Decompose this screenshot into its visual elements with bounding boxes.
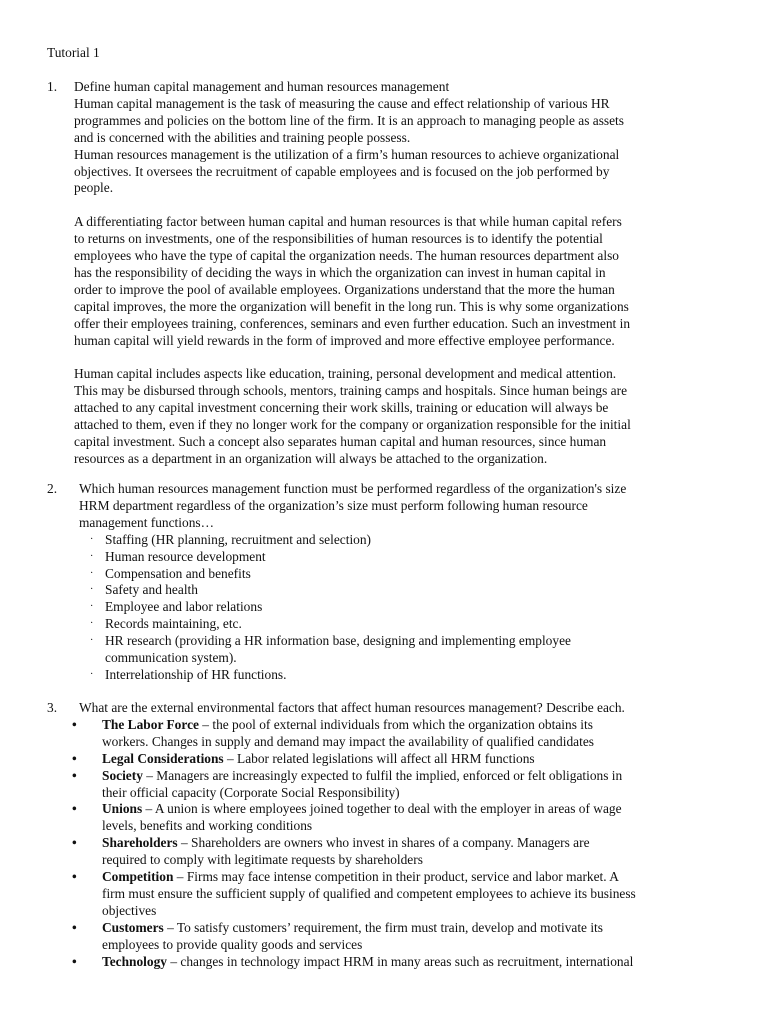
- factor-term: Customers: [102, 919, 164, 935]
- list-item: · Interrelationship of HR functions.: [90, 666, 287, 682]
- factor-term: Society: [102, 767, 143, 783]
- bullet-icon: •: [72, 716, 77, 732]
- answer-line: attached to them, even if they no longer work for the company or organization responsible for the initial: [74, 417, 631, 433]
- answer-line: programmes and policies on the bottom line of the firm. It is an approach to managing people as assets: [74, 112, 624, 128]
- question-3: [47, 700, 744, 971]
- question-1-text: Define human capital management and human resources management: [74, 79, 450, 94]
- list-item: · Compensation and benefits: [90, 565, 251, 581]
- list-item: · HR research (providing a HR information base, designing and implementing employee communication system).: [90, 633, 571, 666]
- bullet-dot-icon: ·: [90, 601, 94, 613]
- bullet-icon: •: [72, 750, 77, 766]
- list-item: · Safety and health: [90, 582, 198, 598]
- question-3-text: What are the external environmental factors that affect human resources management? Describe each.: [79, 700, 625, 715]
- question-1: [47, 79, 744, 468]
- question-3-number: 3.: [47, 700, 58, 715]
- factor-term: Competition: [102, 869, 174, 885]
- answer-line: employees who have the type of capital the organization needs. The human resources department also: [74, 248, 619, 264]
- answer-line: objectives. It oversees the recruitment of capable employees and is focused on the job performed by: [74, 163, 610, 179]
- bullet-icon: •: [72, 767, 77, 783]
- answer-line: human capital will yield rewards in the form of improved and more effective employee performance.: [74, 332, 615, 348]
- bullet-dot-icon: ·: [90, 668, 94, 680]
- bullet-icon: •: [72, 919, 77, 935]
- answer-line: has the responsibility of deciding the ways in which the organization can invest in human capital in: [74, 264, 606, 280]
- list-item: • Society – Managers are increasingly expected to fulfil the implied, enforced or felt obligations in their official capacity (Corporate Social Responsibility): [72, 767, 623, 800]
- bullet-dot-icon: ·: [90, 618, 94, 630]
- bullet-icon: •: [72, 953, 77, 969]
- answer-line: A differentiating factor between human capital and human resources is that while human capital refers: [74, 214, 622, 230]
- bullet-dot-icon: ·: [90, 635, 94, 647]
- bullet-dot-icon: ·: [90, 584, 94, 596]
- list-item: • Competition – Firms may face intense competition in their product, service and labor market. A firm must ensure the sufficient supply of qualified and competent employees to achieve its business objectives: [72, 869, 636, 918]
- list-item: • Unions – A union is where employees joined together to deal with the employer in areas of wage levels, benefits and working conditions: [72, 801, 622, 834]
- answer-line: Human resources management is the utilization of a firm’s human resources to achieve organizational: [74, 146, 620, 162]
- factor-term: Shareholders: [102, 835, 178, 851]
- bullet-dot-icon: ·: [90, 567, 94, 579]
- answer-line: management functions…: [79, 514, 214, 530]
- list-item: • Customers – To satisfy customers’ requirement, the firm must train, develop and motivate its employees to provide quality goods and services: [72, 919, 603, 952]
- list-item: • Shareholders – Shareholders are owners who invest in shares of a company. Managers are required to comply with legitimate requests by shareholders: [72, 835, 590, 868]
- answer-line: Human capital management is the task of measuring the cause and effect relationship of various HR: [74, 95, 610, 111]
- document-title: Tutorial 1: [47, 45, 100, 60]
- question-2-number: 2.: [47, 481, 58, 496]
- list-item: • Technology – changes in technology impact HRM in many areas such as recruitment, international: [72, 953, 634, 969]
- answer-line: to returns on investments, one of the responsibilities of human resources is to identify the potential: [74, 231, 603, 247]
- answer-line: capital investment. Such a concept also separates human capital and human resources, since human: [74, 434, 607, 449]
- list-item: • The Labor Force – the pool of external individuals from which the organization obtains its workers. Changes in supply and demand may impact the availability of qualified candidates: [72, 716, 594, 749]
- factor-term: Unions: [102, 801, 143, 817]
- bullet-icon: •: [72, 801, 77, 817]
- question-2-text: Which human resources management function must be performed regardless of the organization's size: [79, 481, 627, 496]
- factor-term: Technology: [102, 953, 167, 969]
- hr-functions-list: [79, 532, 744, 684]
- answer-line: resources as a department in an organization will always be attached to the organization.: [74, 450, 548, 466]
- bullet-icon: •: [72, 835, 77, 851]
- bullet-dot-icon: ·: [90, 550, 94, 562]
- answer-line: and is concerned with the abilities and training people possess.: [74, 129, 411, 145]
- external-factors-list: [47, 717, 744, 971]
- factor-term: Legal Considerations: [102, 750, 224, 766]
- list-item: · Staffing (HR planning, recruitment and selection): [90, 531, 372, 547]
- list-item: · Human resource development: [90, 548, 266, 564]
- factor-term: The Labor Force: [102, 716, 199, 732]
- answer-line: attached to any capital investment concerning their work skills, training or education will always be: [74, 400, 609, 416]
- answer-line: people.: [74, 180, 114, 196]
- answer-line: order to improve the pool of available employees. Organizations understand that the more the human: [74, 281, 615, 297]
- bullet-dot-icon: ·: [90, 533, 94, 545]
- question-1-number: 1.: [47, 79, 58, 94]
- question-2: [47, 481, 744, 684]
- list-item: · Employee and labor relations: [90, 599, 263, 615]
- list-item: • Legal Considerations – Labor related legislations will affect all HRM functions: [72, 750, 535, 766]
- answer-line: Human capital includes aspects like education, training, personal development and medical attention.: [74, 366, 617, 382]
- list-item: · Records maintaining, etc.: [90, 616, 242, 632]
- answer-line: offer their employees training, conferences, seminars and even further education. Such an investment in: [74, 315, 631, 331]
- answer-line: This may be disbursed through schools, mentors, training camps and hospitals. Since human beings are: [74, 383, 628, 399]
- answer-line: capital improves, the more the organization will benefit in the long run. This is why some organizations: [74, 298, 629, 314]
- bullet-icon: •: [72, 869, 77, 885]
- answer-line: HRM department regardless of the organization’s size must perform following human resource: [79, 497, 588, 513]
